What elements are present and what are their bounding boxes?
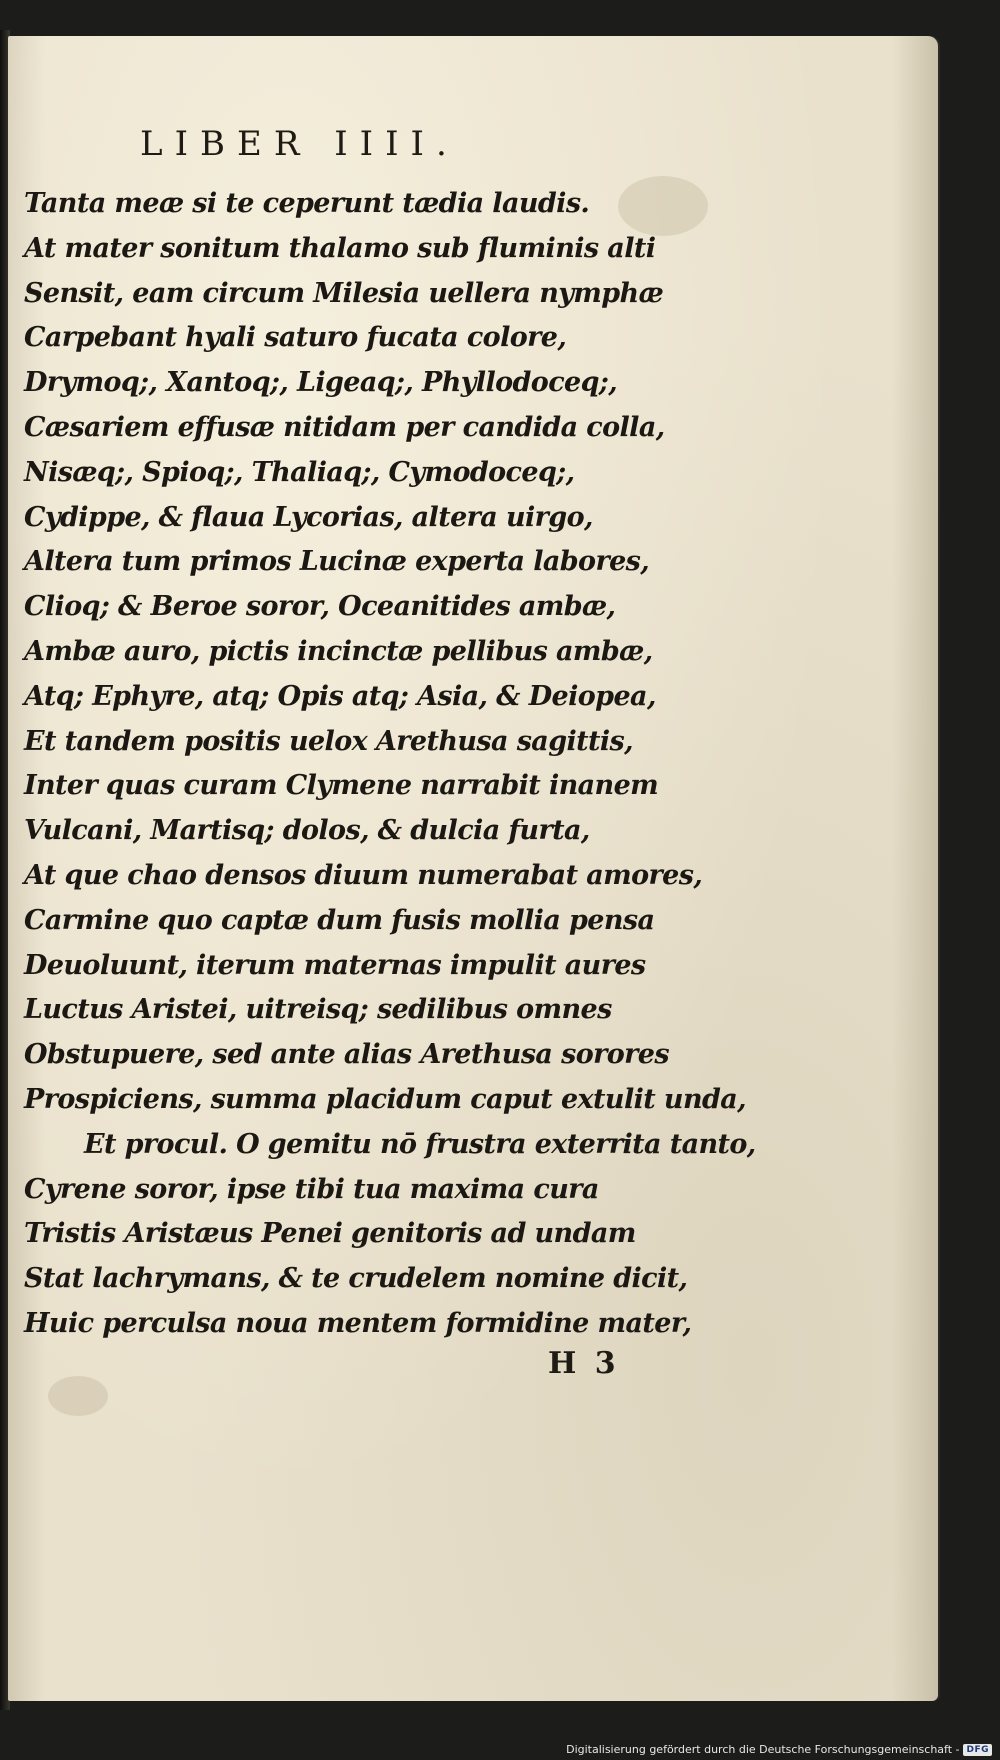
verse-line: Drymoq;, Xantoq;, Ligeaq;, Phyllodoceq;, [24, 367, 618, 399]
verse-line: At que chao densos diuum numerabat amores, [24, 859, 703, 891]
verse-line: Huic perculsa noua mentem formidine mater, [24, 1307, 692, 1339]
verse-line: Et procul. O gemitu nō frustra exterrita tanto, [84, 1128, 756, 1160]
verse-line: Prospiciens, summa placidum caput extulit unda, [24, 1083, 746, 1115]
verse-line: Cyrene soror, ipse tibi tua maxima cura [24, 1173, 599, 1205]
verse-line: At mater sonitum thalamo sub fluminis alti [24, 232, 656, 264]
verse-line: Carmine quo captæ dum fusis mollia pensa [24, 904, 655, 936]
verse-line: Altera tum primos Lucinæ experta labores, [24, 546, 650, 578]
verse-line: Clioq; & Beroe soror, Oceanitides ambæ, [24, 591, 616, 623]
verse-text-block [24, 182, 756, 1347]
verse-line: Tristis Aristæus Penei genitoris ad undam [24, 1218, 636, 1250]
paper-stain [48, 1376, 108, 1416]
verse-line: Deuoluunt, iterum maternas impulit aures [24, 949, 646, 981]
verse-line: Cæsariem effusæ nitidam per candida colla, [24, 411, 665, 443]
verse-line: Sensit, eam circum Milesia uellera nymphæ [24, 277, 664, 309]
verse-line: Inter quas curam Clymene narrabit inanem [24, 770, 659, 802]
verse-line: Tanta meæ si te ceperunt tædia laudis. [24, 188, 590, 219]
verse-line: Et tandem positis uelox Arethusa sagittis, [24, 725, 633, 757]
page-heading: LIBER IIII. [140, 124, 459, 164]
verse-line: Stat lachrymans, & te crudelem nomine dicit, [24, 1263, 688, 1295]
verse-line: Cydippe, & flaua Lycorias, altera uirgo, [24, 501, 593, 533]
verse-line: Carpebant hyali saturo fucata colore, [24, 322, 567, 354]
signature-mark: H 3 [548, 1346, 620, 1381]
verse-line: Vulcani, Martisq; dolos, & dulcia furta, [24, 815, 590, 847]
credit-text: Digitalisierung gefördert durch die Deutsche Forschungsgemeinschaft - [566, 1743, 960, 1756]
verse-line: Ambæ auro, pictis incinctæ pellibus ambæ, [24, 635, 653, 667]
digitization-credit [566, 1743, 992, 1756]
verse-line: Obstupuere, sed ante alias Arethusa sorores [24, 1039, 669, 1071]
verse-line: Atq; Ephyre, atq; Opis atq; Asia, & Deiopea, [24, 680, 656, 712]
verse-line: Nisæq;, Spioq;, Thaliaq;, Cymodoceq;, [24, 456, 575, 488]
dfg-logo-icon: DFG [963, 1744, 992, 1756]
verse-line: Luctus Aristei, uitreisq; sedilibus omnes [24, 994, 612, 1026]
